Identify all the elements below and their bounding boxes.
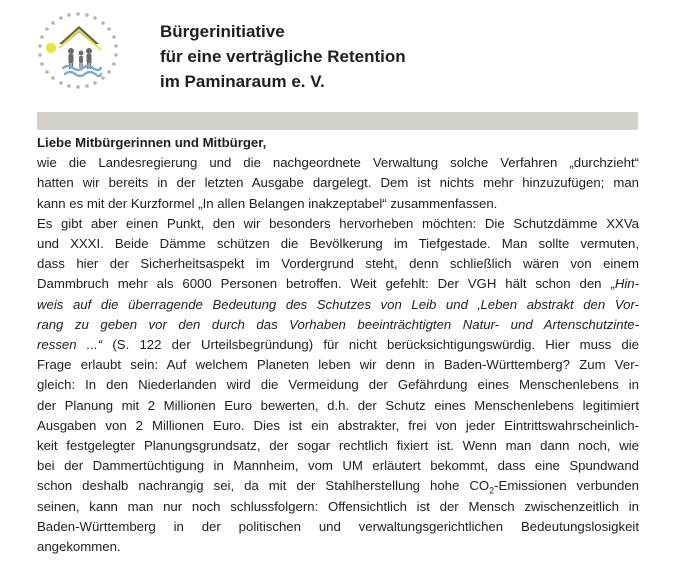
text-line: kann es mit der Kurzformel „In allen Belangen inakzeptabel“ zusammenfassen.: [37, 195, 498, 211]
text-line: keit festgelegter Planungsgrundsatz, der sogar rechtlich fixiert ist. Wenn man dann noch, wie: [37, 438, 639, 454]
salutation: Liebe Mitbürgerinnen und Mitbürger,: [37, 135, 267, 150]
text-line: und XXXI. Beide Dämme schützen die Bevölkerung im Tiefgestade. Man sollte vermuten,: [37, 236, 639, 252]
text-line: wie die Landesregierung und die nachgeordnete Verwaltung solche Verfahren „durchzieht“: [37, 155, 639, 171]
text-line: bei der Dammertüchtigung in Mannheim, vom UM erläutert bekommt, dass eine Spundwand: [37, 458, 639, 474]
paragraph-1: [37, 153, 639, 214]
title-line: im Paminaraum e. V.: [160, 72, 325, 91]
quote-italic: ressen ...“: [37, 337, 103, 353]
header-divider-bar: [37, 112, 638, 130]
text-line: dass hier der Sicherheitsaspekt im Vordergrund steht, denn schließlich wären von einem: [37, 256, 639, 272]
text-run: (S. 122 der Urteilsbegründung) für nicht berücksichtigungswürdig. Hier muss die: [102, 337, 639, 353]
text-line: Es gibt aber einen Punkt, den wir besonders hervorheben möchten: Die Schutzdämme XXVa: [37, 215, 639, 231]
subscript: 2: [489, 486, 495, 497]
paragraph-2: [37, 214, 639, 557]
text-line: angekommen.: [37, 539, 121, 555]
text-run: Dammbruch mehr als 6000 Personen betroffen. Weit gefehlt: Der VGH hält schon den „: [37, 276, 615, 292]
quote-italic-line: weis auf die überragende Bedeutung des Schutzes von Leib und ‚Leben abstrakt den Vor-: [37, 296, 639, 312]
text-line: hatten wir bereits in der letzten Ausgabe dargelegt. Dem ist nichts mehr hinzuzufügen; man: [37, 175, 639, 191]
text-line: Baden-Württemberg in der politischen und verwaltungsgerichtlichen Bedeutungslosigkeit: [37, 518, 639, 534]
article-body: [37, 133, 639, 557]
house-family-water-logo-icon: [29, 8, 127, 94]
text-line: seinen, kann man nur noch schlussfolgern: Offensichtlich ist der Mensch zwischenzeitlich in: [37, 498, 639, 514]
text-line: der Planung mit 2 Millionen Euro bewerten, d.h. der Schutz eines Menschenlebens legitimiert: [37, 397, 639, 413]
text-line: [37, 335, 639, 355]
text-line: Ausgaben von 2 Millionen Euro. Dies ist ein abstrakter, frei von jeder Eintrittswahrscheinlich-: [37, 417, 639, 433]
text-line: [37, 274, 639, 294]
title-line: Bürgerinitiative: [160, 22, 285, 41]
organization-title: [160, 19, 406, 94]
quote-italic: Hin-: [614, 276, 639, 292]
text-run: schon deshalb nachrangig sei, da mit der Stahlherstellung hohe CO: [37, 478, 490, 494]
title-line: für eine verträgliche Retention: [160, 47, 406, 66]
text-line: gleich: In den Niederlanden wird die Vermeidung der Gefährdung eines Menschenlebens in: [37, 377, 639, 393]
text-line: [37, 476, 639, 496]
text-run: -Emissionen verbunden: [494, 478, 640, 494]
text-line: Frage erlaubt sein: Auf welchem Planeten leben wir denn in Baden-Württemberg? Zum Ver-: [37, 357, 639, 373]
quote-italic-line: rang zu geben vor den durch das Vorhaben beeinträchtigten Natur- und Artenschutzinte-: [37, 316, 639, 332]
